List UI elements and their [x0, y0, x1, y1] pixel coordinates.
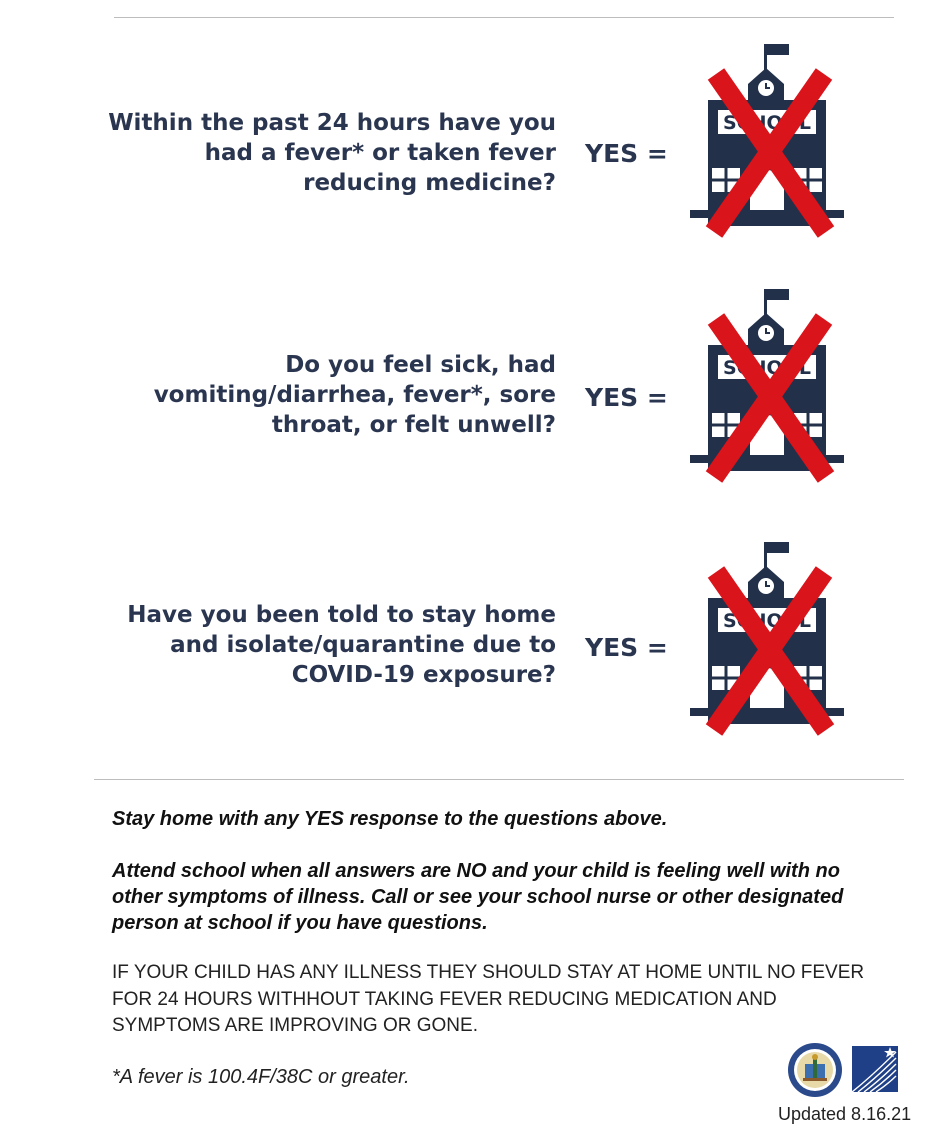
middle-divider [94, 779, 904, 780]
question-symptoms: Do you feel sick, had vomiting/diarrhea, fever*, sore throat, or felt unwell? [153, 352, 556, 438]
school-crossed-out-icon [684, 42, 850, 238]
updated-date: Updated 8.16.21 [778, 1104, 912, 1124]
school-sign-text: SCHOOL [723, 357, 811, 379]
state-seal-icon [787, 1042, 843, 1098]
yes-label: YES = [585, 383, 668, 412]
yes-label: YES = [585, 633, 668, 662]
question-fever: Within the past 24 hours have you had a fever* or taken fever reducing medicine? [108, 110, 556, 196]
school-crossed-out-icon [684, 287, 850, 483]
fever-definition-note: *A fever is 100.4F/38C or greater. [112, 1066, 410, 1088]
school-crossed-out-icon [684, 540, 850, 736]
illness-note: IF YOUR CHILD HAS ANY ILLNESS THEY SHOULD STAY AT HOME UNTIL NO FEVER FOR 24 HOURS WITHHOUT TAKING FEVER REDUCING MEDICATION AND SYMPTOMS ARE IMPROVING OR GONE. [112, 962, 865, 1036]
school-sign-text: SCHOOL [723, 112, 811, 134]
attend-school-note: Attend school when all answers are NO and your child is feeling well with no other symptoms of illness. Call or see your school nurse or other designated person at school if you have questions. [112, 860, 844, 934]
school-sign-text: SCHOOL [723, 610, 811, 632]
star-logo-icon [852, 1046, 898, 1092]
stay-home-note: Stay home with any YES response to the questions above. [112, 808, 668, 830]
question-quarantine: Have you been told to stay home and isolate/quarantine due to COVID-19 exposure? [127, 602, 556, 688]
top-divider [114, 17, 894, 18]
yes-label: YES = [585, 139, 668, 168]
